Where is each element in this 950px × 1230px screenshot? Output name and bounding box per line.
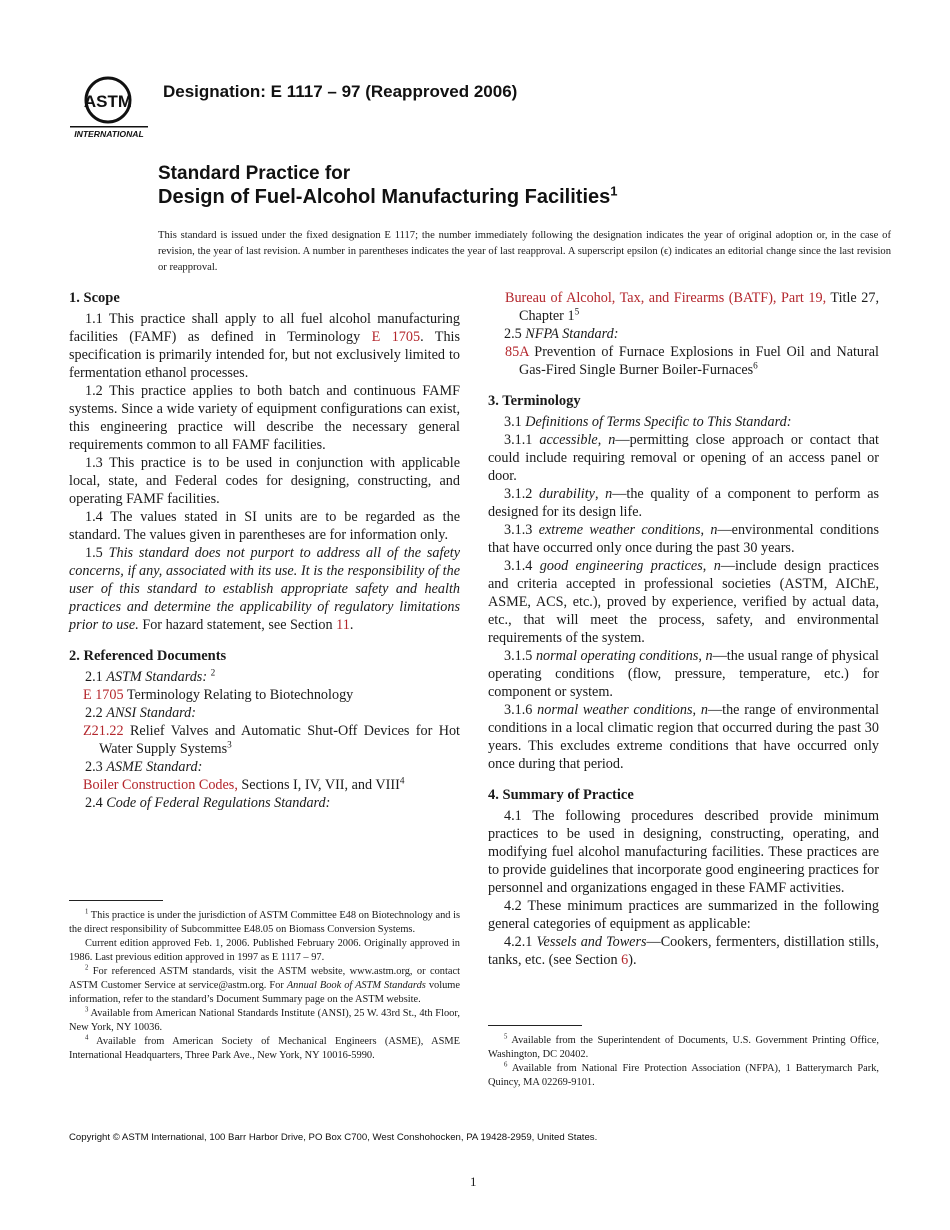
footnote-1: $^1$ This practice is under the jurisdiction of ASTM Committee E48 on Biotechnology and is the direct responsibility of Subcommittee E48.05 on Biomass Conversion Systems.: [69, 908, 460, 935]
footnotes-left: [69, 909, 460, 1063]
left-column: [69, 289, 460, 812]
link-boiler-codes[interactable]: Boiler Construction Codes,: [83, 777, 238, 793]
term-normal-operating: 3.1.5 normal operating conditions, n—the usual range of physical operating conditions (flow, pressure, temperature, etc.) for component or system.: [488, 648, 879, 700]
ref-nfpa-85a: 85A Prevention of Furnace Explosions in Fuel Oil and Natural Gas-Fired Single Burner Boiler-Furnaces$^6$: [505, 344, 879, 378]
footnotes-right: [488, 1034, 879, 1090]
paragraph-2-2: 2.2 ANSI Standard:: [85, 705, 196, 721]
title-footnote-mark: 1: [610, 183, 618, 199]
paragraph-1-2: 1.2 This practice applies to both batch and continuous FAMF systems. Since a wide variety of equipment configurations can exist, this engineering practice will describe the necessary general requirements common to all FAMF facilities.: [69, 383, 460, 453]
ref-batf: Bureau of Alcohol, Tax, and Firearms (BATF), Part 19, Title 27, Chapter $1^5$: [505, 290, 879, 324]
issuance-note: This standard is issued under the fixed designation E 1117; the number immediately following the designation indicates the year of original adoption or, in the case of revision, the year of last revision. A number in parentheses indicates the year of last reapproval. A superscript epsilon (ϵ) indicates an editorial change since the last revision or reapproval.: [158, 230, 891, 273]
footnote-1-continued: Current edition approved Feb. 1, 2006. Published February 2006. Originally approved in 1986. Last previous edition approved in 1997 as E 1117 – 97.: [69, 938, 460, 963]
section-heading-terminology: 3. Terminology: [488, 393, 581, 409]
paragraph-2-3: 2.3 ASME Standard:: [85, 759, 203, 775]
term-good-engineering: 3.1.4 good engineering practices, n—include design practices and criteria accepted in professional societies (ASTM, AIChE, ASME, ACS, etc.), proved by experience, verified by actual data, etc., that will meet the process, safety, and environmental requirements of the system.: [488, 558, 879, 646]
link-e1705[interactable]: E 1705: [371, 329, 421, 345]
designation: Designation: E 1117 – 97 (Reapproved 2006): [163, 82, 518, 101]
link-section-6[interactable]: 6: [621, 952, 629, 968]
paragraph-2-4: 2.4 Code of Federal Regulations Standard:: [85, 795, 331, 811]
paragraph-2-5: 2.5 NFPA Standard:: [504, 326, 619, 342]
right-column: [488, 289, 879, 969]
ref-boiler-codes: Boiler Construction Codes, Sections I, IV, VII, and VIII$^4$: [83, 775, 405, 793]
title-line-1: Standard Practice for: [158, 163, 351, 184]
term-normal-weather: 3.1.6 normal weather conditions, n—the range of environmental conditions in a local climatic region that occurred during the past 30 years. This excludes extreme conditions that have occurred only once during that period.: [488, 702, 880, 772]
page-number: 1: [470, 1174, 477, 1189]
footnote-divider-left: [69, 900, 163, 901]
term-durability: 3.1.2 durability, n—the quality of a component to perform as designed for its design life.: [488, 486, 880, 520]
link-nfpa-85a[interactable]: 85A: [505, 344, 529, 360]
copyright-notice: Copyright © ASTM International, 100 Barr Harbor Drive, PO Box C700, West Conshohocken, PA 19428-2959, United States.: [69, 1132, 598, 1143]
ref-e1705: E 1705 Terminology Relating to Biotechnology: [83, 687, 354, 703]
link-z2122[interactable]: Z21.22: [83, 723, 124, 739]
link-batf[interactable]: Bureau of Alcohol, Tax, and Firearms (BATF), Part 19,: [505, 290, 827, 306]
paragraph-3-1: 3.1 Definitions of Terms Specific to This Standard:: [504, 414, 792, 430]
astm-logo: [66, 76, 152, 140]
ref-z2122: Z21.22 Relief Valves and Automatic Shut-Off Devices for Hot Water Supply Systems$^3$: [83, 723, 460, 757]
paragraph-1-3: 1.3 This practice is to be used in conjunction with applicable local, state, and Federal codes for designing, constructing, and operating FAMF facilities.: [69, 455, 460, 507]
link-section-11[interactable]: 11: [336, 617, 350, 633]
paragraph-1-5: 1.5 This standard does not purport to address all of the safety concerns, if any, associated with its use. It is the responsibility of the user of this standard to establish appropriate safety and health practices and determine the applicability of regulatory limitations prior to use. For hazard statement, see Section 11.: [69, 545, 461, 633]
title-line-2: [158, 185, 618, 209]
link-e1705-ref[interactable]: E 1705: [83, 687, 124, 703]
logo-subtext: INTERNATIONAL: [74, 129, 144, 139]
logo-text: ASTM: [83, 92, 133, 111]
title-text: Design of Fuel-Alcohol Manufacturing Facilities: [158, 186, 611, 208]
footnote-5: $^5$ Available from the Superintendent of Documents, U.S. Government Printing Office, Washington, DC 20402.: [488, 1033, 879, 1060]
footnote-2: $^2$ For referenced ASTM standards, visit the ASTM website, www.astm.org, or contact ASTM Customer Service at service@astm.org. For Annual Book of ASTM Standards volume information, refer to the standard’s Document Summary page on the ASTM website.: [69, 964, 460, 1005]
footnote-divider-right: [488, 1025, 582, 1026]
paragraph-1-1: 1.1 This practice shall apply to all fuel alcohol manufacturing facilities (FAMF) as defined in Terminology E 1705. This specification is primarily intended for, but not exclusively limited to fermentation ethanol processes.: [69, 311, 461, 381]
term-extreme-weather: 3.1.3 extreme weather conditions, n—environmental conditions that have occurred only once during the past 30 years.: [488, 522, 880, 556]
paragraph-4-1: 4.1 The following procedures described provide minimum practices to be used in designing, constructing, operating, and modifying fuel alcohol manufacturing facilities. These practices are to provide guidelines that incorporate good engineering practices for personnel and organizations engaged in these FAMF activities.: [488, 808, 879, 896]
section-heading-summary: 4. Summary of Practice: [488, 787, 634, 803]
footnote-6: $^6$ Available from National Fire Protection Association (NFPA), 1 Batterymarch Park, Quincy, MA 02269-9101.: [488, 1061, 879, 1088]
paragraph-4-2-1: 4.2.1 Vessels and Towers—Cookers, fermenters, distillation stills, tanks, etc. (see Section 6).: [488, 934, 879, 968]
paragraph-1-4: 1.4 The values stated in SI units are to be regarded as the standard. The values given in parentheses are for information only.: [69, 509, 460, 543]
section-heading-scope: 1. Scope: [69, 290, 120, 306]
document-title: [158, 163, 618, 209]
footnote-3: $^3$ Available from American National Standards Institute (ANSI), 25 W. 43rd St., 4th Floor, New York, NY 10036.: [69, 1006, 460, 1033]
footnote-4: $^4$ Available from American Society of Mechanical Engineers (ASME), ASME International Headquarters, Three Park Ave., New York, NY 10016-5990.: [69, 1034, 460, 1061]
paragraph-2-1: 2.1 ASTM Standards: $^2$: [85, 667, 216, 685]
paragraph-4-2: 4.2 These minimum practices are summarized in the following general categories of equipment as applicable:: [488, 898, 879, 932]
term-accessible: 3.1.1 accessible, n—permitting close approach or contact that could include requiring removal or opening of an access panel or door.: [488, 432, 880, 484]
section-heading-referenced-documents: 2. Referenced Documents: [69, 648, 227, 664]
